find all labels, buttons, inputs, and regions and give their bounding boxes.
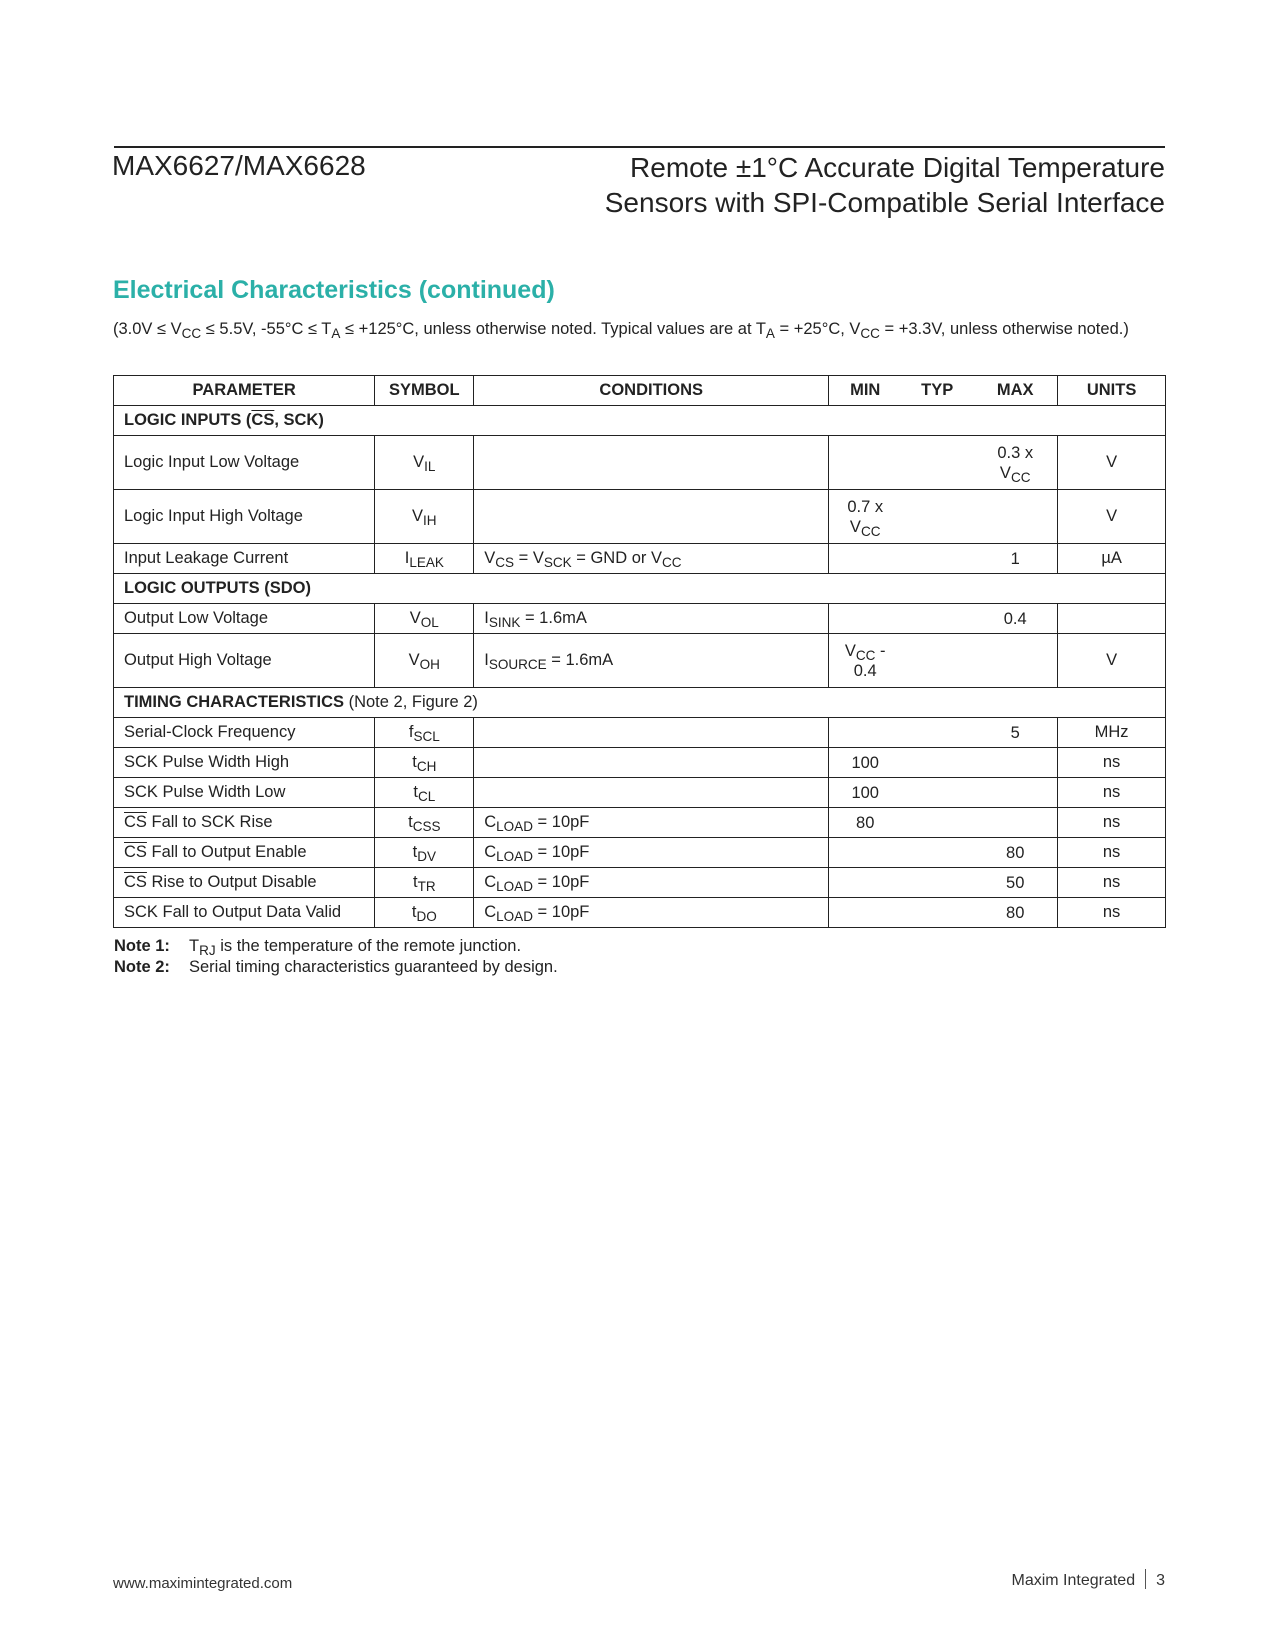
table-row: Logic Input High Voltage $V_{IH}$ 0.7 x $V_{CC}$ V — [114, 490, 1166, 544]
table-notes — [114, 936, 558, 978]
section-title: Electrical Characteristics (continued) — [113, 276, 555, 304]
header-parameter: PARAMETER — [114, 376, 375, 406]
part-number: MAX6627/MAX6628 — [112, 150, 366, 181]
table-row: $\overline{CS}$ Fall to SCK Rise $t_{CSS}$ $C_{LOAD} = 10pF$ 80 ns — [114, 808, 1166, 838]
note-2: Note 2: Serial timing characteristics guaranteed by design. — [114, 958, 558, 976]
page-number: 3 — [1156, 1572, 1165, 1589]
title-line-2: Sensors with SPI-Compatible Serial Interface — [604, 187, 1165, 218]
header-min-typ-max — [829, 376, 1058, 406]
table-row: SCK Pulse Width Low $t_{CL}$ 100 ns — [114, 778, 1166, 808]
footer-url[interactable]: www.maximintegrated.com — [113, 1575, 293, 1592]
section-row-logic-inputs: LOGIC INPUTS ($\overline{CS}$, SCK) — [114, 406, 1166, 436]
header-min: MIN — [850, 381, 881, 399]
header-rule — [114, 146, 1165, 148]
footer-company: Maxim Integrated — [1011, 1572, 1136, 1589]
table-row: Logic Input Low Voltage $V_{IL}$ 0.3 x $V_{CC}$ V — [114, 436, 1166, 490]
header-max: MAX — [996, 381, 1034, 399]
table-row: $\overline{CS}$ Rise to Output Disable $t_{TR}$ $C_{LOAD} = 10pF$ 50 ns — [114, 868, 1166, 898]
footer-separator — [1145, 1569, 1146, 1589]
table-row: Output Low Voltage $V_{OL}$ $I_{SINK} = 1.6mA$ 0.4 — [114, 604, 1166, 634]
test-conditions: ($3.0V \le V_{CC} \le 5.5V$, $-55^\circ C \le T_A \le +125^\circ C$, unless otherwise noted. Typical values are at $T_A = +25^\circ C$, $V_{CC} = +3.3V$, unless otherwise noted.) — [113, 320, 1129, 342]
header-symbol: SYMBOL — [375, 376, 474, 406]
header-typ: TYP — [921, 381, 954, 399]
electrical-characteristics-table — [113, 375, 1166, 928]
table-row: Output High Voltage $V_{OH}$ $I_{SOURCE} = 1.6mA$ $V_{CC}$ - 0.4 V — [114, 634, 1166, 688]
table-row: SCK Pulse Width High $t_{CH}$ 100 ns — [114, 748, 1166, 778]
note-1: Note 1: $T_{RJ}$ is the temperature of the remote junction. — [114, 937, 522, 959]
header-conditions: CONDITIONS — [474, 376, 829, 406]
table-row: SCK Fall to Output Data Valid $t_{DO}$ $C_{LOAD} = 10pF$ 80 ns — [114, 898, 1166, 928]
section-row-logic-outputs: LOGIC OUTPUTS (SDO) — [114, 574, 1166, 604]
document-title — [525, 150, 1165, 220]
table-header-row — [114, 376, 1166, 406]
table-row: $\overline{CS}$ Fall to Output Enable $t_{DV}$ $C_{LOAD} = 10pF$ 80 ns — [114, 838, 1166, 868]
title-line-1: Remote ±1°C Accurate Digital Temperature — [630, 152, 1165, 183]
footer-page-info — [1011, 1569, 1165, 1590]
header-units: UNITS — [1058, 376, 1166, 406]
section-row-timing: TIMING CHARACTERISTICS (Note 2, Figure 2) — [114, 688, 1166, 718]
table-row: Input Leakage Current $I_{LEAK}$ $V_{CS} = V_{SCK}$ = GND or $V_{CC}$ 1 µA — [114, 544, 1166, 574]
table-row: Serial-Clock Frequency $f_{SCL}$ 5 MHz — [114, 718, 1166, 748]
